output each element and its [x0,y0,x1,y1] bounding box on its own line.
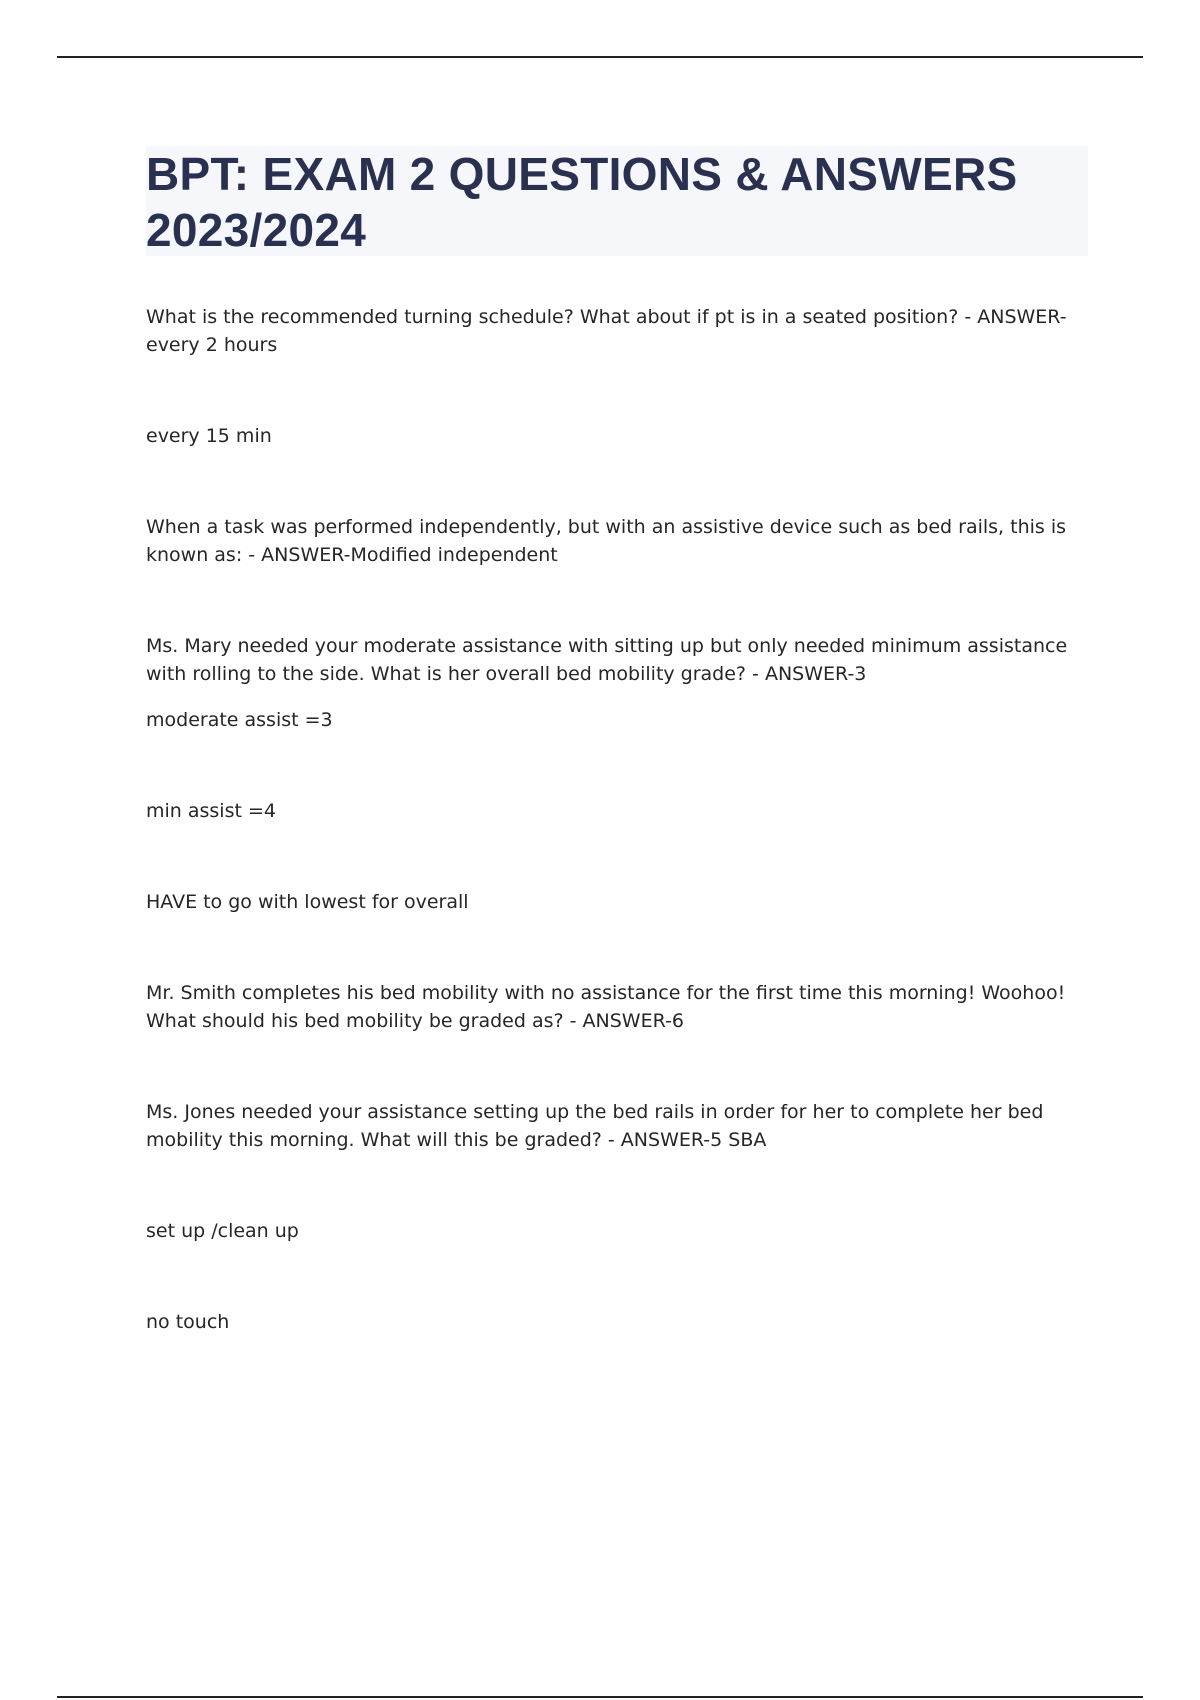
top-rule [57,56,1143,58]
paragraph-q3: Ms. Mary needed your moderate assistance with sitting up but only needed minimum assistance with rolling to the side. What is her overall bed mobility grade? - ANSWER-3 [146,635,1068,685]
paragraph-q3-note-2: min assist =4 [146,800,276,822]
paragraph-q5-note-2: no touch [146,1311,230,1333]
document-body [146,303,1086,1336]
paragraph-q4: Mr. Smith completes his bed mobility with no assistance for the first time this morning! Woohoo! What should his bed mobility be graded as? - ANSWER-6 [146,982,1066,1032]
bottom-rule [57,1696,1143,1698]
paragraph-q5-note-1: set up /clean up [146,1220,299,1242]
paragraph-q1: What is the recommended turning schedule? What about if pt is in a seated position? - ANSWER-every 2 hours [146,306,1067,356]
paragraph-q2: When a task was performed independently, but with an assistive device such as bed rails, this is known as: - ANSWER-Modified independent [146,516,1067,566]
paragraph-q1-note: every 15 min [146,425,272,447]
title-box [146,146,1088,256]
paragraph-q3-note-3: HAVE to go with lowest for overall [146,891,469,913]
paragraph-q5: Ms. Jones needed your assistance setting up the bed rails in order for her to complete her bed mobility this morning. What will this be graded? - ANSWER-5 SBA [146,1101,1044,1151]
paragraph-q3-note-1: moderate assist =3 [146,709,333,731]
document-title: BPT: EXAM 2 QUESTIONS & ANSWERS 2023/2024 [146,148,1018,256]
